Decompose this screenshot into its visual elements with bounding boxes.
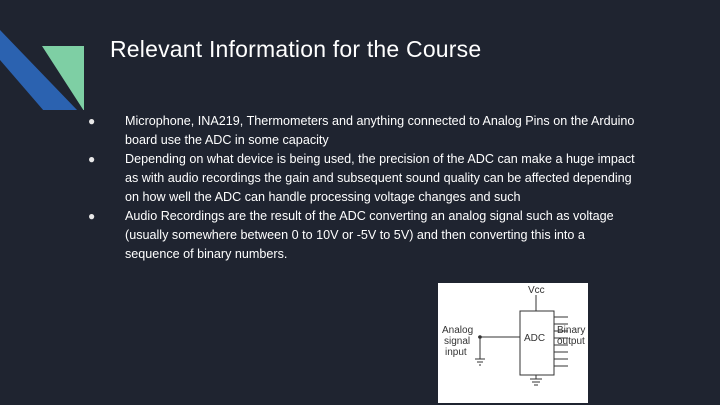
output-label-line: Binary — [557, 325, 586, 336]
slide-title: Relevant Information for the Course — [110, 36, 482, 62]
corner-decoration — [0, 0, 110, 110]
output-label-line: output — [557, 336, 585, 347]
vcc-label: Vcc — [528, 285, 545, 296]
input-label-line: signal — [444, 336, 471, 347]
bullet-text: Microphone, INA219, Thermometers and anything connected to Analog Pins on the Arduino board use the ADC in some capacity — [125, 114, 635, 147]
bullet-text: Depending on what device is being used, the precision of the ADC can make a huge impact as with audio recordings the gain and subsequent sound quality can be affected depending on how well the ADC can handle processing voltage changes and such — [125, 152, 635, 204]
bullet-item — [88, 112, 638, 150]
bullet-text: Audio Recordings are the result of the ADC converting an analog signal such as voltage (usually somewhere between 0 to 10V or -5V to 5V) and then converting this into a sequence of binary numbers. — [125, 209, 614, 261]
bullet-list — [88, 112, 638, 264]
adc-label: ADC — [524, 333, 546, 344]
input-label-line: input — [445, 347, 467, 358]
bullet-icon: ● — [88, 114, 96, 128]
adc-diagram — [438, 283, 588, 403]
input-label-line: Analog — [442, 325, 474, 336]
bullet-item — [88, 207, 638, 264]
bullet-icon: ● — [88, 209, 96, 223]
bullet-icon: ● — [88, 152, 96, 166]
bullet-item — [88, 150, 638, 207]
